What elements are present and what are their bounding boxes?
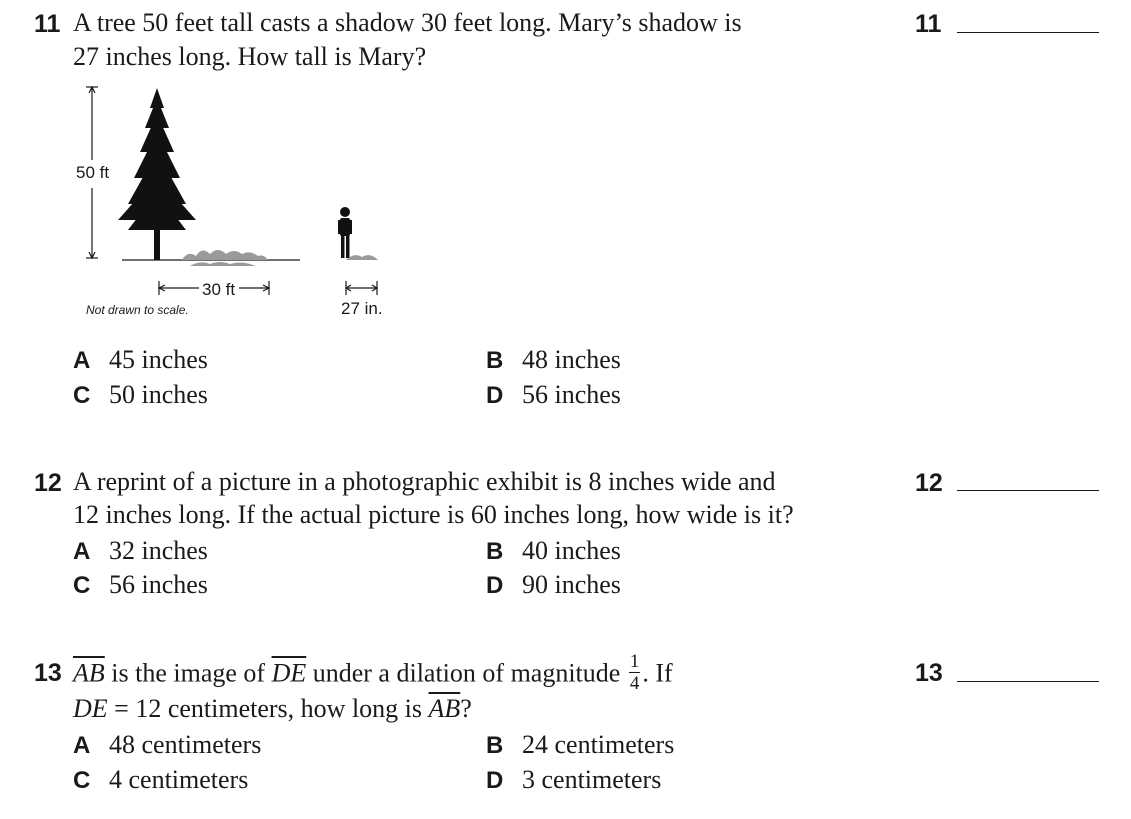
text-segment: under a dilation of magnitude: [306, 658, 627, 688]
choice-letter: B: [486, 538, 504, 565]
answer-label-13: 13: [915, 659, 943, 687]
tree-height-label: 50 ft: [76, 163, 110, 182]
choice-text: 48 inches: [522, 345, 621, 374]
tree-icon: [118, 88, 196, 260]
tree-shadow: [182, 250, 268, 266]
choice-13-c[interactable]: [73, 767, 248, 793]
choice-text: 48 centimeters: [109, 730, 262, 759]
question-12-text-line-2: 12 inches long. If the actual picture is 60 inches long, how wide is it?: [73, 500, 794, 529]
answer-blank-12[interactable]: [957, 490, 1099, 491]
choice-13-b[interactable]: [486, 732, 674, 758]
question-11-text-line-1: A tree 50 feet tall casts a shadow 30 feet long. Mary’s shadow is: [73, 8, 742, 37]
choice-12-d[interactable]: [486, 572, 621, 598]
choice-text: 45 inches: [109, 345, 208, 374]
choice-letter: A: [73, 538, 91, 565]
answer-blank-13[interactable]: [957, 681, 1099, 682]
tree-shadow-label: 30 ft: [202, 280, 236, 299]
question-number-13: 13: [34, 659, 62, 687]
choice-11-a[interactable]: [73, 347, 208, 373]
segment-ab: $\overline{AB}$: [428, 694, 461, 723]
choice-letter: C: [73, 382, 91, 409]
answer-label-11: 11: [915, 10, 942, 38]
scale-note: Not drawn to scale.: [86, 303, 189, 317]
segment-de: $\overline{DE}$: [271, 658, 307, 688]
choice-13-d[interactable]: [486, 767, 661, 793]
choice-12-c[interactable]: [73, 572, 208, 598]
choice-text: 32 inches: [109, 536, 208, 565]
choice-13-a[interactable]: [73, 732, 261, 758]
choice-11-b[interactable]: [486, 347, 621, 373]
choice-letter: B: [486, 732, 504, 759]
choice-letter: D: [486, 767, 504, 794]
choice-11-c[interactable]: [73, 382, 208, 408]
choice-12-a[interactable]: [73, 538, 208, 564]
choice-11-d[interactable]: [486, 382, 621, 408]
variable-de: DE: [73, 694, 108, 723]
text-segment: . If: [642, 658, 673, 688]
choice-letter: C: [73, 767, 91, 794]
choice-text: 90 inches: [522, 570, 621, 599]
fraction-numerator: 1: [629, 651, 640, 672]
person-shadow-dimension: [346, 281, 377, 295]
choice-text: 50 inches: [109, 380, 208, 409]
text-segment: is the image of: [104, 658, 272, 688]
answer-label-12: 12: [915, 469, 943, 497]
choice-12-b[interactable]: [486, 538, 621, 564]
choice-text: 24 centimeters: [522, 730, 675, 759]
choice-text: 3 centimeters: [522, 765, 662, 794]
choice-letter: A: [73, 347, 91, 374]
tree-shadow-figure: [70, 80, 410, 325]
choice-text: 56 inches: [109, 570, 208, 599]
fraction-one-fourth: [629, 652, 641, 693]
choice-letter: D: [486, 572, 504, 599]
text-segment: = 12 centimeters, how long is: [107, 694, 429, 723]
fraction-denominator: 4: [629, 673, 640, 694]
question-number-12: 12: [34, 469, 62, 497]
question-11-text-line-2: 27 inches long. How tall is Mary?: [73, 42, 427, 71]
choice-letter: C: [73, 572, 91, 599]
choice-text: 56 inches: [522, 380, 621, 409]
choice-text: 4 centimeters: [109, 765, 249, 794]
person-shadow: [346, 255, 378, 260]
question-12-text-line-1: A reprint of a picture in a photographic exhibit is 8 inches wide and: [73, 467, 776, 496]
question-13-text-line-1: [73, 651, 673, 696]
person-mary-icon: [338, 207, 352, 258]
segment-ab: $\overline{AB}$: [73, 658, 105, 688]
question-13-text-line-2: [73, 692, 472, 725]
text-segment: ?: [460, 694, 472, 723]
choice-text: 40 inches: [522, 536, 621, 565]
answer-blank-11[interactable]: [957, 32, 1099, 33]
person-shadow-label: 27 in.: [341, 299, 383, 318]
question-number-11: 11: [34, 10, 61, 38]
choice-letter: D: [486, 382, 504, 409]
choice-letter: B: [486, 347, 504, 374]
choice-letter: A: [73, 732, 91, 759]
